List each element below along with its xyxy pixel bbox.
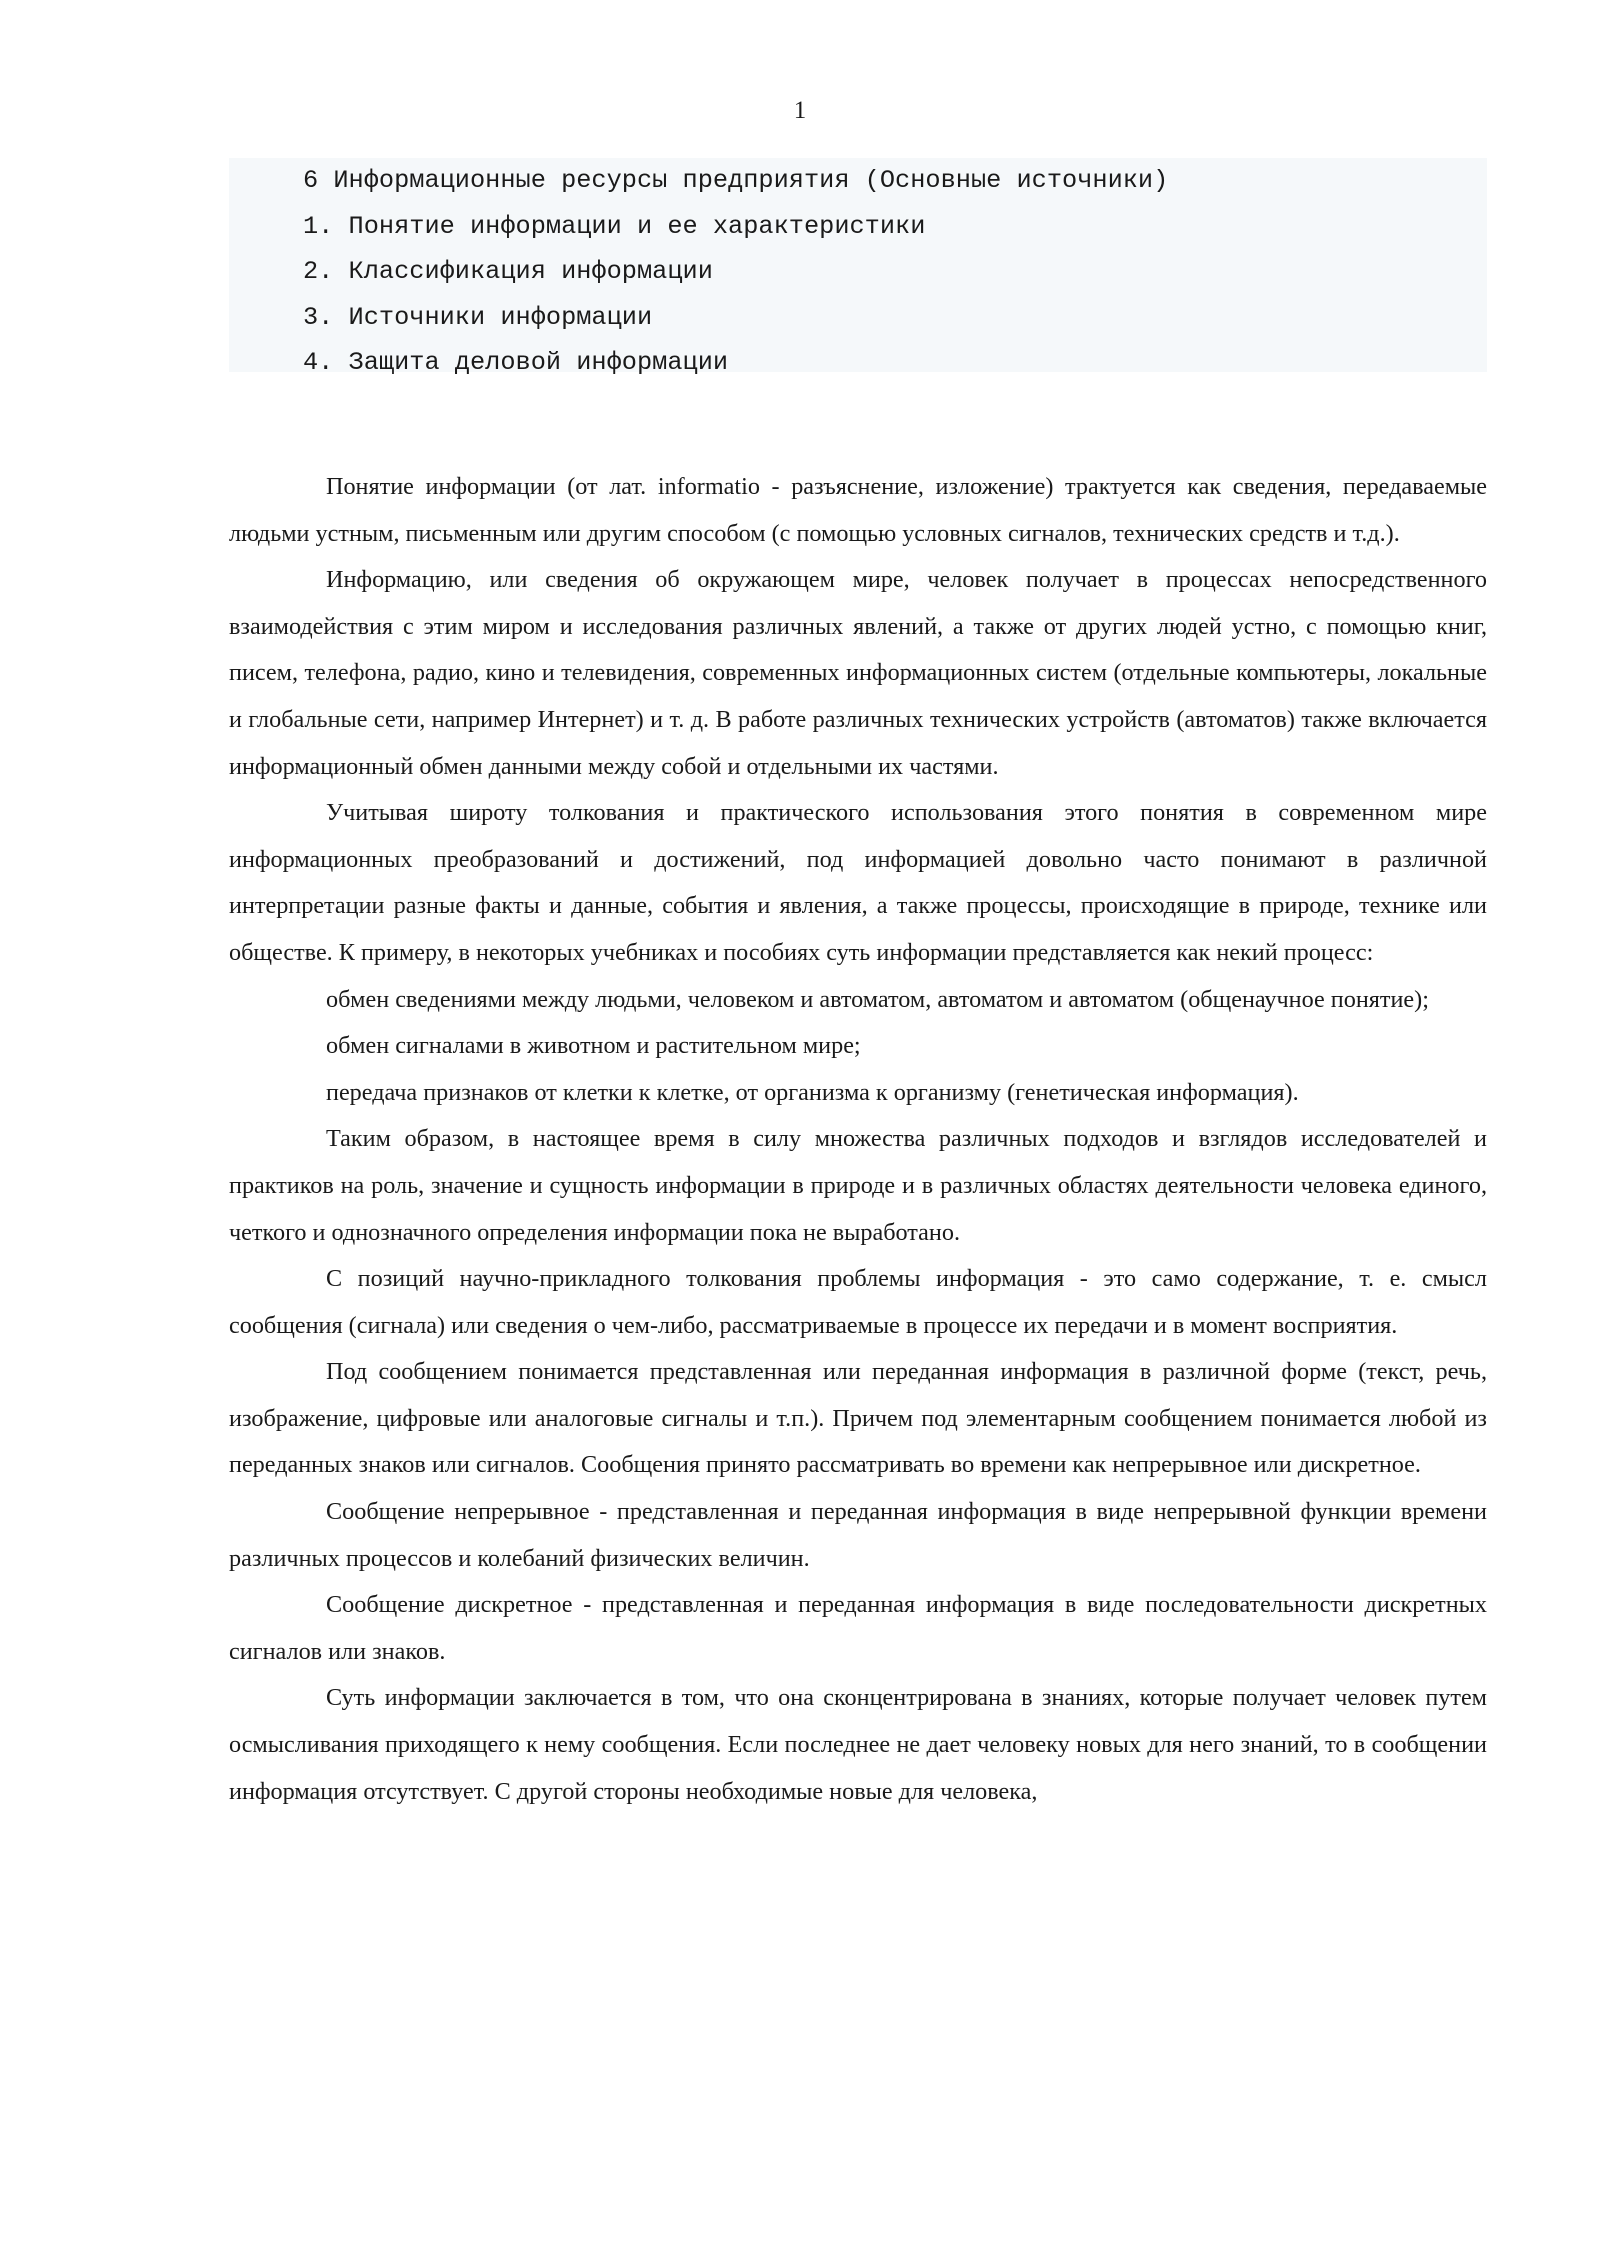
paragraph: Понятие информации (от лат. informatio - разъяснение, изложение) трактуется как сведения, передаваемые людьми устным, письменным или другим способом (с помощью условных сигналов, технических средств и т.д.). — [229, 473, 1487, 547]
toc-item: 3. Источники информации — [303, 302, 653, 332]
page-number: 1 — [793, 97, 807, 124]
paragraph: Сообщение непрерывное - представленная и переданная информация в виде непрерывной функции времени различных процессов и колебаний физических величин. — [229, 1498, 1487, 1572]
paragraph: Сообщение дискретное - представленная и переданная информация в виде последовательности дискретных сигналов или знаков. — [229, 1591, 1487, 1665]
paragraph: Суть информации заключается в том, что она сконцентрирована в знаниях, которые получает человек путем осмысливания приходящего к нему сообщения. Если последнее не дает человеку новых для него знаний, то в сообщении информация отсутствует. С другой стороны необходимые новые для человека, — [229, 1684, 1487, 1805]
toc-item: 1. Понятие информации и ее характеристики — [303, 211, 926, 241]
toc-item: 2. Классификация информации — [303, 257, 713, 286]
paragraph: С позиций научно-прикладного толкования проблемы информация - это само содержание, т. е. смысл сообщения (сигнала) или сведения о чем-либо, рассматриваемые в процессе их передачи и в момент восприятия. — [229, 1265, 1487, 1339]
paragraph: Под сообщением понимается представленная или переданная информация в различной форме (текст, речь, изображение, цифровые или аналоговые сигналы и т.п.). Причем под элементарным сообщением понимается любой из переданных знаков или сигналов. Сообщения принято рассматривать во времени как непрерывное или дискретное. — [229, 1358, 1487, 1479]
toc-block — [229, 158, 1487, 377]
paragraph: Учитывая широту толкования и практического использования этого понятия в современном мире информационных преобразований и достижений, под информацией довольно часто понимают в различной интерпретации разные факты и данные, события и явления, а также процессы, происходящие в природе, технике или обществе. К примеру, в некоторых учебниках и пособиях суть информации представляется как некий процесс: — [229, 799, 1487, 966]
paragraph: Таким образом, в настоящее время в силу множества различных подходов и взглядов исследователей и практиков на роль, значение и сущность информации в природе и в различных областях деятельности человека единого, четкого и однозначного определения информации пока не выработано. — [229, 1125, 1487, 1246]
paragraph: обмен сведениями между людьми, человеком и автоматом, автоматом и автоматом (общенаучное понятие); — [326, 985, 1429, 1013]
paragraph: передача признаков от клетки к клетке, от организма к организму (генетическая информация). — [326, 1078, 1299, 1106]
paragraph: обмен сигналами в животном и растительном мире; — [326, 1032, 861, 1060]
toc-item: 4. Защита деловой информации — [303, 348, 729, 377]
body-text — [229, 464, 1487, 1815]
toc-heading: 6 Информационные ресурсы предприятия (Основные источники) — [303, 166, 1169, 195]
paragraph: Информацию, или сведения об окружающем мире, человек получает в процессах непосредственного взаимодействия с этим миром и исследования различных явлений, а также от других людей устно, с помощью книг, писем, телефона, радио, кино и телевидения, современных информационных систем (отдельные компьютеры, локальные и глобальные сети, например Интернет) и т. д. В работе различных технических устройств (автоматов) также включается информационный обмен данными между собой и отдельными их частями. — [229, 566, 1487, 780]
